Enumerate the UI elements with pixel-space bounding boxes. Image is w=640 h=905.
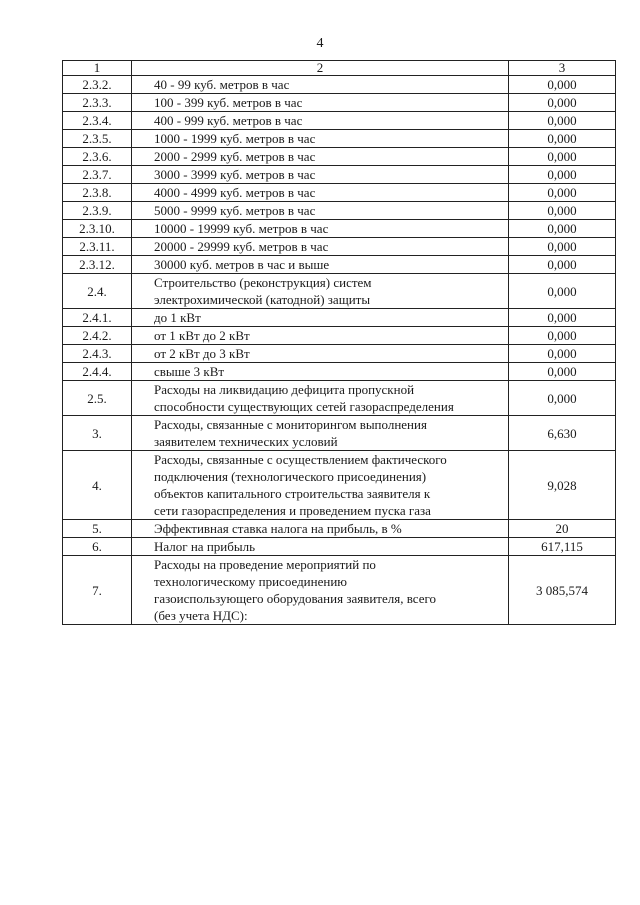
row-number: 2.3.12. bbox=[63, 256, 132, 274]
row-number: 3. bbox=[63, 416, 132, 451]
row-description bbox=[132, 256, 509, 274]
table-row bbox=[63, 520, 616, 538]
description-line: Строительство (реконструкция) систем bbox=[154, 275, 372, 290]
table-row bbox=[63, 451, 616, 520]
table-row bbox=[63, 256, 616, 274]
description-line: от 2 кВт до 3 кВт bbox=[154, 346, 250, 361]
description-line: 3000 - 3999 куб. метров в час bbox=[154, 167, 316, 182]
row-value: 20 bbox=[509, 520, 616, 538]
description-line: газоиспользующего оборудования заявителя, всего bbox=[154, 591, 436, 606]
row-value: 0,000 bbox=[509, 345, 616, 363]
description-line: Расходы, связанные с мониторингом выполнения bbox=[154, 417, 427, 432]
row-number: 2.4.4. bbox=[63, 363, 132, 381]
description-line: Расходы на проведение мероприятий по bbox=[154, 557, 376, 572]
row-description bbox=[132, 184, 509, 202]
row-description bbox=[132, 363, 509, 381]
row-description bbox=[132, 166, 509, 184]
row-value: 9,028 bbox=[509, 451, 616, 520]
row-value: 3 085,574 bbox=[509, 556, 616, 625]
row-number: 2.3.11. bbox=[63, 238, 132, 256]
table-row bbox=[63, 166, 616, 184]
table-row bbox=[63, 274, 616, 309]
description-line: свыше 3 кВт bbox=[154, 364, 225, 379]
row-number: 4. bbox=[63, 451, 132, 520]
row-value: 0,000 bbox=[509, 166, 616, 184]
description-line: объектов капитального строительства заявителя к bbox=[154, 486, 431, 501]
description-line: до 1 кВт bbox=[154, 310, 201, 325]
row-number: 2.3.7. bbox=[63, 166, 132, 184]
row-value: 0,000 bbox=[509, 220, 616, 238]
row-description bbox=[132, 538, 509, 556]
table-row bbox=[63, 556, 616, 625]
row-number: 7. bbox=[63, 556, 132, 625]
row-description bbox=[132, 309, 509, 327]
row-description bbox=[132, 556, 509, 625]
row-number: 2.3.4. bbox=[63, 112, 132, 130]
table-row bbox=[63, 538, 616, 556]
row-value: 0,000 bbox=[509, 274, 616, 309]
table-row bbox=[63, 363, 616, 381]
row-number: 2.3.6. bbox=[63, 148, 132, 166]
row-value: 0,000 bbox=[509, 94, 616, 112]
row-number: 2.4. bbox=[63, 274, 132, 309]
row-number: 2.4.2. bbox=[63, 327, 132, 345]
table-row bbox=[63, 238, 616, 256]
row-value: 0,000 bbox=[509, 238, 616, 256]
table-row bbox=[63, 130, 616, 148]
row-value: 617,115 bbox=[509, 538, 616, 556]
description-line: 400 - 999 куб. метров в час bbox=[154, 113, 303, 128]
row-description bbox=[132, 274, 509, 309]
row-value: 0,000 bbox=[509, 202, 616, 220]
cost-table bbox=[62, 60, 616, 625]
description-line: Налог на прибыль bbox=[154, 539, 255, 554]
description-line: 4000 - 4999 куб. метров в час bbox=[154, 185, 316, 200]
table-row bbox=[63, 148, 616, 166]
row-value: 0,000 bbox=[509, 76, 616, 94]
description-line: Расходы, связанные с осуществлением фактического bbox=[154, 452, 447, 467]
table-header-row bbox=[63, 61, 616, 76]
row-description bbox=[132, 451, 509, 520]
table-row bbox=[63, 76, 616, 94]
row-value: 0,000 bbox=[509, 148, 616, 166]
row-description bbox=[132, 327, 509, 345]
row-description bbox=[132, 238, 509, 256]
description-line: технологическому присоединению bbox=[154, 574, 347, 589]
row-number: 2.5. bbox=[63, 381, 132, 416]
description-line: Эффективная ставка налога на прибыль, в % bbox=[154, 521, 402, 536]
row-number: 2.3.8. bbox=[63, 184, 132, 202]
row-description bbox=[132, 220, 509, 238]
row-value: 0,000 bbox=[509, 184, 616, 202]
row-value: 0,000 bbox=[509, 112, 616, 130]
page-number: 4 bbox=[316, 36, 324, 51]
row-number: 2.3.3. bbox=[63, 94, 132, 112]
description-line: 30000 куб. метров в час и выше bbox=[154, 257, 330, 272]
table-row bbox=[63, 327, 616, 345]
description-line: электрохимической (катодной) защиты bbox=[154, 292, 371, 307]
row-number: 2.3.10. bbox=[63, 220, 132, 238]
row-description bbox=[132, 94, 509, 112]
table-row bbox=[63, 202, 616, 220]
description-line: сети газораспределения и проведением пуска газа bbox=[154, 503, 431, 518]
row-number: 6. bbox=[63, 538, 132, 556]
row-description bbox=[132, 381, 509, 416]
description-line: (без учета НДС): bbox=[154, 608, 248, 623]
row-number: 2.3.9. bbox=[63, 202, 132, 220]
description-line: 100 - 399 куб. метров в час bbox=[154, 95, 303, 110]
table-row bbox=[63, 220, 616, 238]
header-col-3: 3 bbox=[509, 61, 616, 76]
row-number: 2.4.1. bbox=[63, 309, 132, 327]
row-description bbox=[132, 520, 509, 538]
description-line: 40 - 99 куб. метров в час bbox=[154, 77, 290, 92]
header-col-2: 2 bbox=[132, 61, 509, 76]
description-line: 10000 - 19999 куб. метров в час bbox=[154, 221, 329, 236]
row-value: 0,000 bbox=[509, 130, 616, 148]
description-line: способности существующих сетей газораспределения bbox=[154, 399, 454, 414]
row-value: 0,000 bbox=[509, 381, 616, 416]
description-line: от 1 кВт до 2 кВт bbox=[154, 328, 250, 343]
row-number: 2.4.3. bbox=[63, 345, 132, 363]
description-line: 2000 - 2999 куб. метров в час bbox=[154, 149, 316, 164]
row-value: 6,630 bbox=[509, 416, 616, 451]
row-description bbox=[132, 112, 509, 130]
header-col-1: 1 bbox=[63, 61, 132, 76]
row-value: 0,000 bbox=[509, 327, 616, 345]
row-value: 0,000 bbox=[509, 309, 616, 327]
description-line: заявителем технических условий bbox=[154, 434, 338, 449]
description-line: подключения (технологического присоединения) bbox=[154, 469, 427, 484]
row-description bbox=[132, 345, 509, 363]
table-row bbox=[63, 184, 616, 202]
row-number: 2.3.5. bbox=[63, 130, 132, 148]
row-description bbox=[132, 148, 509, 166]
row-description bbox=[132, 202, 509, 220]
table-row bbox=[63, 416, 616, 451]
row-description bbox=[132, 130, 509, 148]
description-line: 20000 - 29999 куб. метров в час bbox=[154, 239, 329, 254]
table-row bbox=[63, 381, 616, 416]
row-description bbox=[132, 416, 509, 451]
description-line: Расходы на ликвидацию дефицита пропускной bbox=[154, 382, 415, 397]
row-number: 5. bbox=[63, 520, 132, 538]
row-description bbox=[132, 76, 509, 94]
row-value: 0,000 bbox=[509, 363, 616, 381]
table-row bbox=[63, 309, 616, 327]
row-number: 2.3.2. bbox=[63, 76, 132, 94]
row-value: 0,000 bbox=[509, 256, 616, 274]
description-line: 1000 - 1999 куб. метров в час bbox=[154, 131, 316, 146]
table-row bbox=[63, 94, 616, 112]
description-line: 5000 - 9999 куб. метров в час bbox=[154, 203, 316, 218]
table-row bbox=[63, 112, 616, 130]
table-row bbox=[63, 345, 616, 363]
